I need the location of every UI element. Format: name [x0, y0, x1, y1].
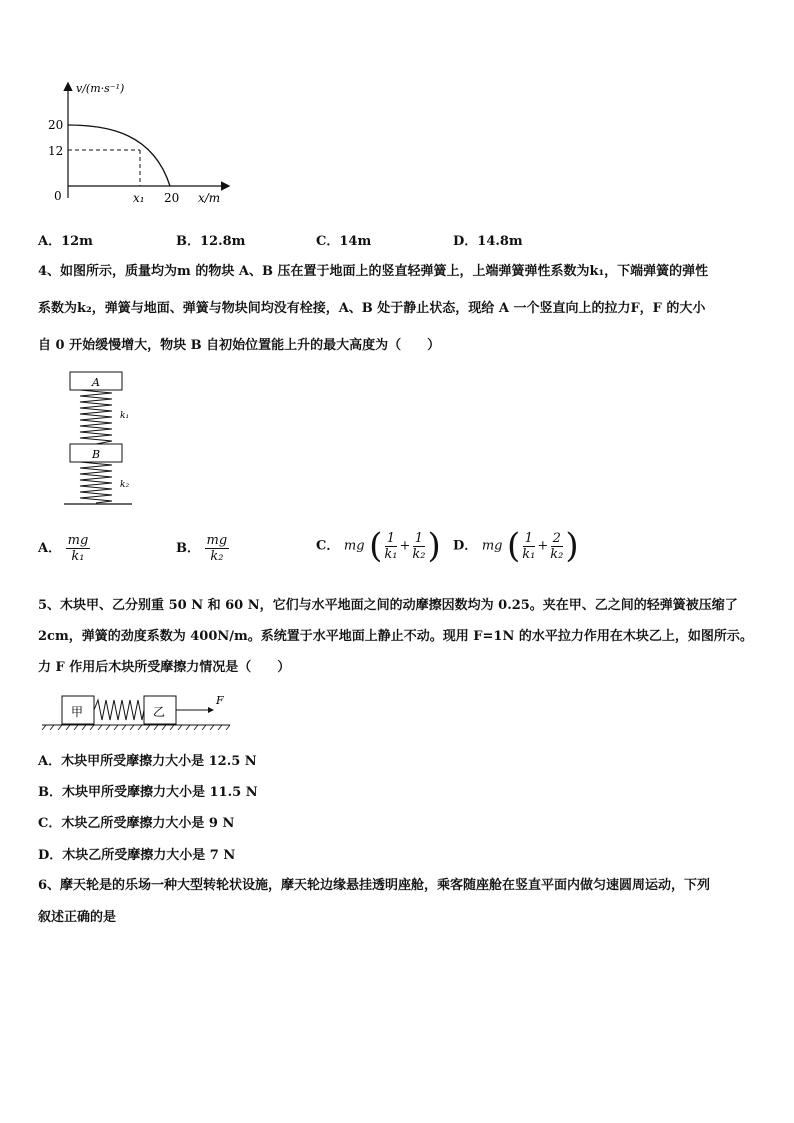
- q5-line-1: 5、木块甲、乙分别重 50 N 和 60 N，它们与水平地面之间的动摩擦因数均为 0.25。夹在甲、乙之间的轻弹簧被压缩了: [38, 598, 738, 613]
- block-b-label: B: [92, 448, 101, 461]
- velocity-displacement-graph: [38, 78, 238, 213]
- q5-line-2: 2cm，弹簧的劲度系数为 400N/m。系统置于水平地面上静止不动。现用 F=1N 的水平拉力作用在木块乙上，如图所示。: [38, 629, 753, 644]
- q4-line-2: 系数为k₂，弹簧与地面、弹簧与物块间均没有栓接，A、B 处于静止状态，现给 A 一个竖直向上的拉力F，F 的大小: [38, 301, 706, 316]
- fraction-a: $\frac{mg}{\text{k₁}}$: [67, 533, 89, 564]
- blocks-spring-figure: [40, 692, 240, 734]
- q4-option-c: C． mg ( $\frac{1}{\text{k₁}}$ + $\frac{1}{\text{k₂}}$ ): [316, 526, 441, 566]
- spring-upper-label: k₁: [120, 411, 130, 421]
- fraction-b: $\frac{mg}{\text{k₂}}$: [206, 533, 228, 564]
- q4-option-b: B． $\frac{mg}{\text{k₂}}$: [176, 533, 228, 564]
- velocity-curve: [68, 125, 170, 186]
- q5-option-b: B．木块甲所受摩擦力大小是 11.5 N: [38, 785, 258, 800]
- spring-lower: [80, 462, 112, 503]
- q3-option-c: C．14m: [316, 234, 372, 249]
- y-tick-12: 12: [48, 144, 64, 158]
- y-tick-20: 20: [48, 118, 64, 132]
- q6-line-1: 6、摩天轮是的乐场一种大型转轮状设施，摩天轮边缘悬挂透明座舱，乘客随座舱在竖直平面内做匀速圆周运动，下列: [38, 878, 711, 893]
- spring-lower-label: k₂: [120, 480, 130, 490]
- q4-line-3: 自 0 开始缓慢增大，物块 B 自初始位置能上升的最大高度为（ ）: [38, 338, 441, 353]
- block-a-label: A: [92, 376, 100, 389]
- ground-hatch: [42, 725, 230, 730]
- x-tick-0: 0: [54, 189, 62, 203]
- q3-option-a: A．12m: [38, 234, 93, 249]
- q3-option-b: B．12.8m: [176, 234, 246, 249]
- x-tick-x1: x₁: [133, 191, 145, 205]
- force-label: F: [216, 694, 224, 707]
- y-axis-label: v/(m·s⁻¹): [76, 82, 125, 95]
- spring-horizontal: [94, 700, 144, 720]
- q5-line-3: 力 F 作用后木块所受摩擦力情况是（ ）: [38, 660, 291, 675]
- q4-option-a: A． $\frac{mg}{\text{k₁}}$: [38, 533, 89, 564]
- block-jia-label: 甲: [71, 705, 84, 719]
- q5-option-d: D．木块乙所受摩擦力大小是 7 N: [38, 848, 236, 863]
- q5-option-c: C．木块乙所受摩擦力大小是 9 N: [38, 816, 235, 831]
- q4-option-d: D． mg ( $\frac{1}{\text{k₁}}$ + $\frac{2}{\text{k₂}}$ ): [453, 526, 579, 566]
- x-axis-label: x/m: [198, 191, 221, 205]
- x-tick-20: 20: [164, 191, 180, 205]
- spring-upper: [80, 390, 112, 444]
- q5-option-a: A．木块甲所受摩擦力大小是 12.5 N: [38, 754, 257, 769]
- q3-option-d: D．14.8m: [453, 234, 523, 249]
- q6-line-2: 叙述正确的是: [38, 910, 117, 925]
- spring-stack-figure: [60, 370, 150, 510]
- block-yi-label: 乙: [153, 705, 166, 719]
- q4-line-1: 4、如图所示，质量均为m 的物块 A、B 压在置于地面上的竖直轻弹簧上，上端弹簧弹性系数为k₁，下端弹簧的弹性: [38, 264, 709, 279]
